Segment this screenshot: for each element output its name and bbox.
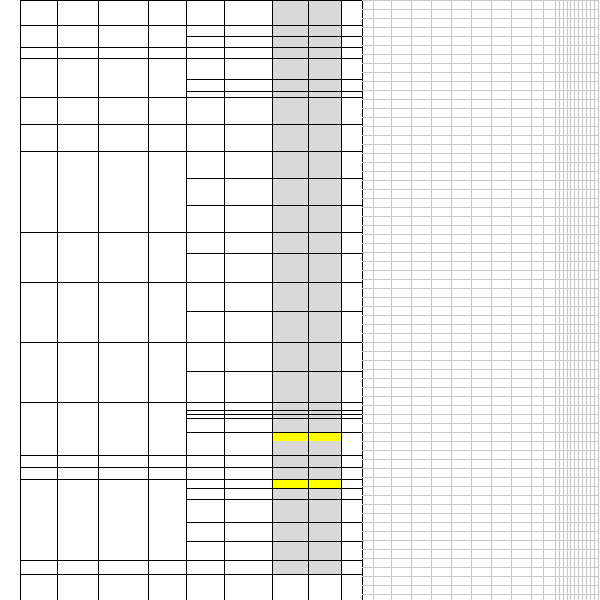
group-code — [187, 325, 223, 330]
group-code — [187, 163, 223, 168]
group-subject-2 — [309, 109, 340, 114]
program-subject-1 — [99, 276, 147, 281]
group-code — [187, 482, 223, 487]
group-subject-1 — [273, 565, 307, 570]
group-name — [225, 37, 271, 47]
program-subject-1 — [99, 19, 147, 24]
group-name — [225, 456, 271, 467]
group-name — [225, 561, 271, 574]
group-name — [225, 403, 271, 410]
program-subject-2 — [149, 554, 185, 559]
group-code — [187, 136, 223, 141]
program-code — [21, 370, 56, 375]
program-subject-2 — [149, 118, 185, 123]
program-code — [21, 11, 56, 16]
group-subject-2 — [309, 509, 340, 514]
group-code — [187, 385, 223, 390]
group-subject-1 — [273, 67, 307, 72]
program-code — [21, 136, 56, 141]
program-subject-2 — [149, 52, 185, 57]
group-subject-2 — [309, 471, 340, 476]
program-subject-2 — [149, 226, 185, 231]
group-code — [187, 266, 223, 271]
group-name — [225, 59, 271, 79]
program-subject-2 — [149, 473, 185, 478]
group-subject-1 — [273, 530, 307, 535]
group-subject-2 — [309, 11, 340, 16]
program-name — [58, 184, 97, 202]
group-subject-2 — [309, 295, 340, 300]
group-name — [225, 48, 271, 58]
group-name — [225, 312, 271, 342]
group-code — [187, 217, 223, 222]
program-subject-1 — [99, 52, 147, 57]
group-subject-2 — [309, 549, 340, 554]
program-subject-1 — [99, 41, 147, 46]
program-subject-1 — [99, 226, 147, 231]
group-subject-2 — [309, 67, 340, 72]
group-code — [187, 423, 223, 428]
group-name — [225, 206, 271, 232]
group-name — [225, 254, 271, 282]
program-code — [21, 518, 56, 523]
program-name — [58, 421, 97, 439]
group-subject-1 — [273, 492, 307, 497]
group-subject-1 — [273, 29, 307, 34]
program-name — [58, 364, 97, 382]
group-name — [225, 26, 271, 36]
program-name — [58, 560, 97, 573]
group-name — [225, 542, 271, 560]
group-subject-2 — [309, 459, 340, 464]
group-subject-1 — [273, 217, 307, 222]
group-code — [187, 492, 223, 497]
group-subject-1 — [273, 482, 307, 487]
group-subject-2 — [309, 29, 340, 34]
program-name — [58, 304, 97, 322]
group-code — [187, 190, 223, 195]
program-subject-2 — [149, 19, 185, 24]
program-subject-1 — [99, 554, 147, 559]
group-code — [187, 109, 223, 114]
group-name — [225, 500, 271, 522]
group-name — [225, 468, 271, 479]
program-subject-2 — [149, 91, 185, 96]
program-name — [58, 130, 97, 148]
group-name — [225, 283, 271, 311]
program-subject-2 — [149, 449, 185, 454]
group-name — [225, 419, 271, 432]
group-name — [225, 152, 271, 178]
group-code — [187, 530, 223, 535]
group-code — [187, 459, 223, 464]
program-name — [58, 5, 97, 23]
program-subject-1 — [99, 568, 147, 573]
group-code — [187, 83, 223, 88]
group-subject-1 — [273, 266, 307, 271]
program-code — [21, 565, 56, 570]
group-subject-2 — [309, 241, 340, 246]
program-subject-1 — [99, 461, 147, 466]
group-name — [225, 125, 271, 151]
group-subject-2 — [309, 325, 340, 330]
program-subject-2 — [149, 461, 185, 466]
group-subject-2 — [309, 136, 340, 141]
program-code — [21, 471, 56, 476]
group-subject-1 — [273, 163, 307, 168]
program-subject-2 — [149, 41, 185, 46]
group-subject-2 — [309, 442, 340, 447]
group-subject-2 — [309, 163, 340, 168]
group-subject-1 — [273, 404, 307, 409]
group-code — [187, 442, 223, 447]
program-code — [21, 51, 56, 56]
group-name — [225, 1, 271, 25]
group-name — [225, 523, 271, 541]
program-code — [21, 190, 56, 195]
group-name — [225, 480, 271, 488]
group-subject-1 — [273, 442, 307, 447]
group-code — [187, 549, 223, 554]
program-subject-2 — [149, 568, 185, 573]
group-subject-2 — [309, 190, 340, 195]
group-code — [187, 509, 223, 514]
program-name — [58, 467, 97, 478]
group-subject-2 — [309, 492, 340, 497]
group-subject-2 — [309, 385, 340, 390]
group-subject-2 — [309, 266, 340, 271]
group-name — [225, 233, 271, 253]
group-code — [187, 404, 223, 409]
group-subject-1 — [273, 355, 307, 360]
program-subject-1 — [99, 118, 147, 123]
group-code — [187, 471, 223, 476]
program-name — [58, 47, 97, 57]
group-code — [187, 355, 223, 360]
program-subject-1 — [99, 336, 147, 341]
program-subject-2 — [149, 145, 185, 150]
group-subject-2 — [309, 217, 340, 222]
group-subject-2 — [309, 423, 340, 428]
group-subject-2 — [309, 51, 340, 56]
group-subject-2 — [309, 83, 340, 88]
group-subject-2 — [309, 355, 340, 360]
group-code — [187, 29, 223, 34]
program-code — [21, 76, 56, 81]
group-subject-1 — [273, 83, 307, 88]
group-subject-1 — [273, 136, 307, 141]
program-code — [21, 255, 56, 260]
group-subject-1 — [273, 11, 307, 16]
group-subject-2 — [309, 565, 340, 570]
group-name — [225, 372, 271, 402]
group-subject-2 — [309, 530, 340, 535]
program-name — [58, 28, 97, 46]
group-subject-1 — [273, 109, 307, 114]
group-subject-1 — [273, 423, 307, 428]
group-name — [225, 343, 271, 371]
group-name — [225, 179, 271, 205]
program-name — [58, 455, 97, 466]
program-subject-1 — [99, 449, 147, 454]
program-name — [58, 103, 97, 121]
group-subject-1 — [273, 459, 307, 464]
group-subject-1 — [273, 325, 307, 330]
group-subject-1 — [273, 190, 307, 195]
program-code — [21, 310, 56, 315]
program-name — [58, 70, 97, 88]
group-code — [187, 40, 223, 45]
program-name — [58, 512, 97, 530]
program-code — [21, 109, 56, 114]
group-code — [187, 241, 223, 246]
group-subject-1 — [273, 241, 307, 246]
group-subject-2 — [309, 40, 340, 45]
program-subject-2 — [149, 396, 185, 401]
group-code — [187, 565, 223, 570]
group-subject-1 — [273, 295, 307, 300]
program-subject-2 — [149, 276, 185, 281]
program-name — [58, 249, 97, 267]
program-subject-1 — [99, 473, 147, 478]
program-code — [21, 34, 56, 39]
program-subject-1 — [99, 91, 147, 96]
program-code — [21, 459, 56, 464]
group-subject-1 — [273, 51, 307, 56]
group-name — [225, 489, 271, 499]
group-name — [225, 80, 271, 91]
group-code — [187, 67, 223, 72]
group-code — [187, 51, 223, 56]
program-subject-1 — [99, 396, 147, 401]
group-name — [225, 98, 271, 124]
group-subject-2 — [309, 482, 340, 487]
program-subject-2 — [149, 336, 185, 341]
group-subject-1 — [273, 471, 307, 476]
group-name — [225, 433, 271, 455]
group-subject-1 — [273, 509, 307, 514]
group-subject-1 — [273, 40, 307, 45]
group-code — [187, 11, 223, 16]
group-code — [187, 295, 223, 300]
program-subject-1 — [99, 145, 147, 150]
group-subject-1 — [273, 549, 307, 554]
program-code — [21, 427, 56, 432]
group-subject-1 — [273, 385, 307, 390]
group-subject-2 — [309, 404, 340, 409]
